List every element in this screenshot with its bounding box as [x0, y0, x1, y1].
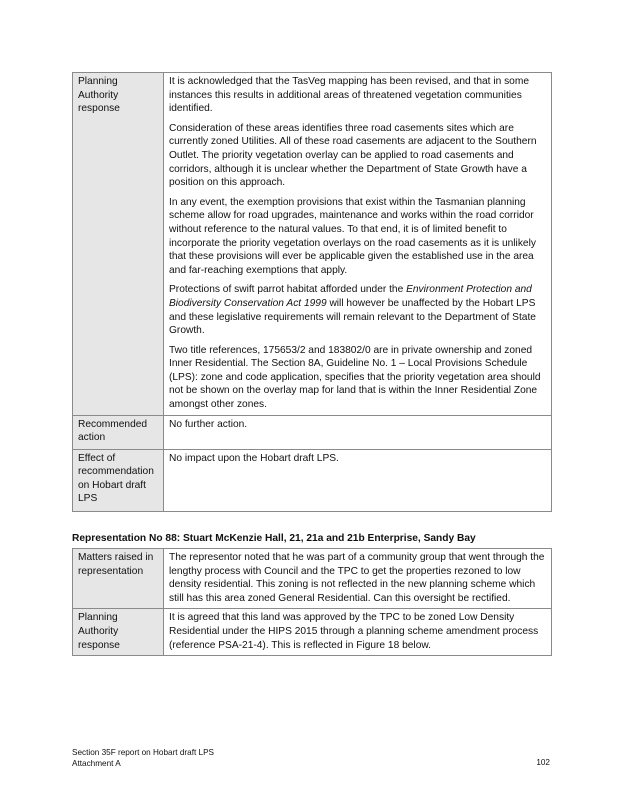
planning-authority-response-label: Planning Authority response [73, 609, 164, 656]
table-row [73, 609, 552, 656]
matters-raised-text: The representor noted that he was part of a community group that went through the lengthy process with Council and the TPC to get the properties rezoned to low density residential. This zoning is not reflected in the new planning scheme which still has this area zoned General Residential. Can this oversight be rectified. [164, 549, 552, 609]
recommended-action-label: Recommended action [73, 415, 164, 449]
act-title: Environment Protection and Biodiversity Conservation Act 1999 [169, 284, 532, 309]
table-row [73, 549, 552, 609]
representation-table-continued [72, 72, 552, 512]
paragraph: In any event, the exemption provisions that exist within the Tasmanian planning scheme allow for road upgrades, maintenance and works within the road corridor without reference to the natural values. To that end, it is of limited benefit to incorporate the priority vegetation overlays on the road casements as it is unlikely that these provisions will ever be applicable given the established use in the area and far-reaching exemptions that apply. [169, 196, 536, 276]
matters-raised-label: Matters raised in representation [73, 549, 164, 609]
table-row [73, 449, 552, 511]
table-row [73, 73, 552, 416]
text-span: Protections of swift parrot habitat afforded under the [169, 284, 407, 296]
recommended-action-text: No further action. [164, 415, 552, 449]
footer-attachment: Attachment A [72, 759, 121, 768]
effect-of-recommendation-text: No impact upon the Hobart draft LPS. [164, 449, 552, 511]
paragraph [169, 283, 546, 337]
planning-authority-response-label: Planning Authority response [73, 73, 164, 416]
representation-88-table [72, 548, 552, 656]
representation-heading: Representation No 88: Stuart McKenzie Hall, 21, 21a and 21b Enterprise, Sandy Bay [72, 533, 476, 544]
effect-of-recommendation-label: Effect of recommendation on Hobart draft LPS [73, 449, 164, 511]
page-number: 102 [536, 758, 550, 767]
paragraph: Consideration of these areas identifies three road casements sites which are currently zoned Utilities. All of these road casements are adjacent to the Southern Outlet. The priority vegetation overlay can be applied to road casements and corridors, although it is unclear whether the Department of State Growth have a position on this approach. [169, 122, 537, 189]
page-footer [72, 747, 214, 769]
table-row [73, 415, 552, 449]
paragraph: It is acknowledged that the TasVeg mapping has been revised, and that in some instances this results in additional areas of threatened vegetation communities identified. [169, 76, 530, 115]
planning-authority-response-text: It is agreed that this land was approved by the TPC to be zoned Low Density Residential under the HIPS 2015 through a planning scheme amendment process (reference PSA-21-4). This is reflected in Figure 18 below. [164, 609, 552, 656]
text-span: will however be unaffected by the Hobart LPS and these legislative requirements will remain relevant to the Department of State Growth. [169, 297, 536, 337]
paragraph: Two title references, 175653/2 and 183802/0 are in private ownership and zoned Inner Residential. The Section 8A, Guideline No. 1 – Local Provisions Schedule (LPS): zone and code application, specifies that the priority vegetation area should not be shown on the overlay map for land that is within the Inner Residential Zone amongst other zones. [169, 344, 541, 411]
planning-authority-response-text [164, 73, 552, 416]
footer-report-title: Section 35F report on Hobart draft LPS [72, 748, 214, 757]
